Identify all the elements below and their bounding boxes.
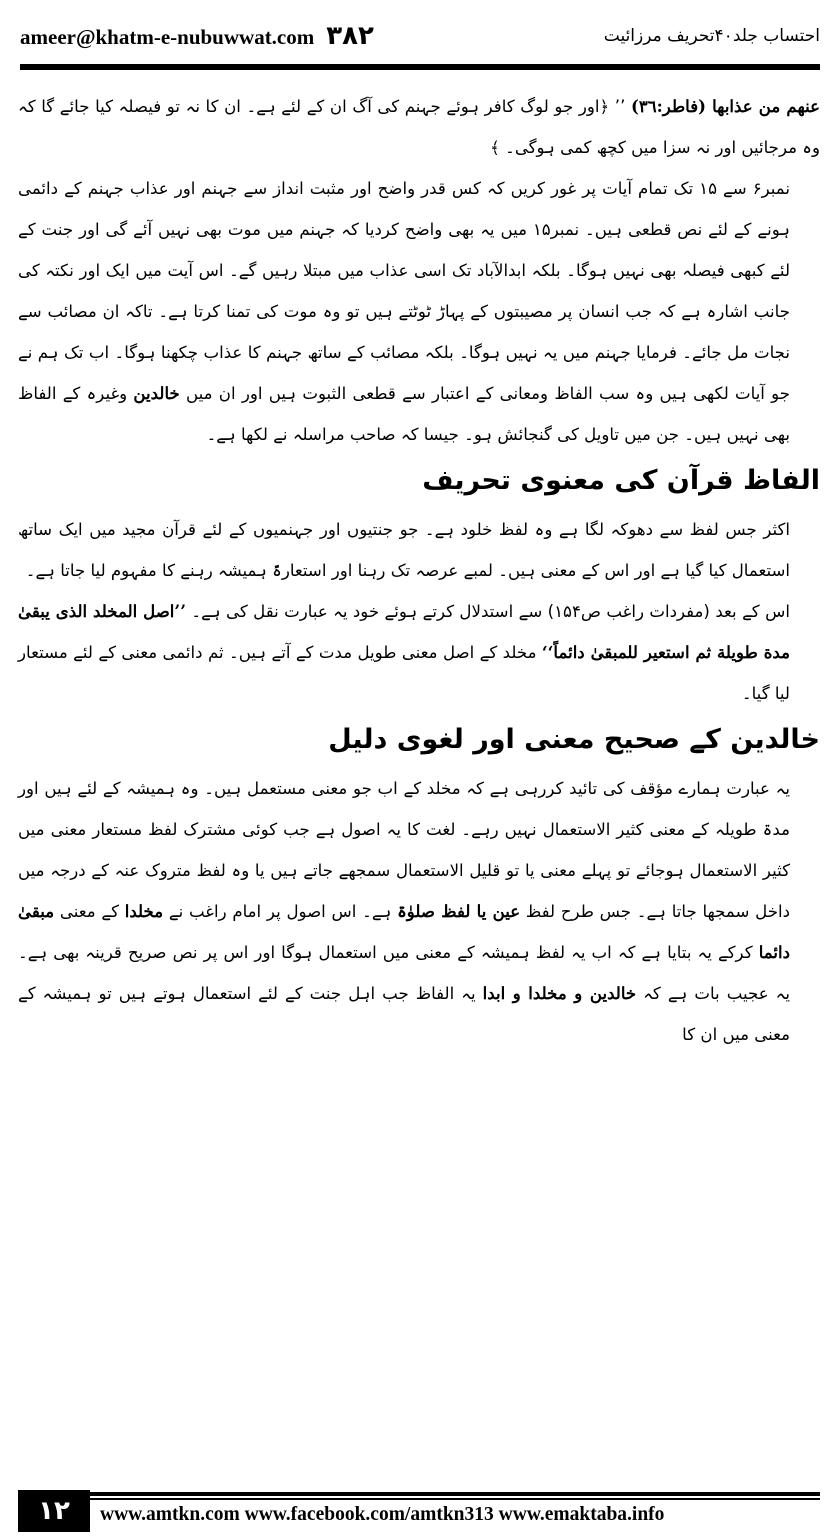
- paragraph-1: [18, 86, 820, 168]
- arabic-term: مخلدا: [124, 901, 164, 921]
- footer-page-number: ۱۲: [18, 1490, 90, 1532]
- arabic-term: خالدین: [133, 383, 180, 403]
- header-left: [20, 21, 374, 51]
- arabic-quote: ’’اصل المخلد الذی یبقیٰ مدة طویلة ثم استعیر للمبقیٰ دائماً‘‘: [18, 601, 791, 662]
- page-header: [20, 16, 820, 56]
- header-rule: [20, 64, 820, 70]
- paragraph-text: وغیرہ کے الفاظ بھی نہیں ہیں۔ جن میں تاویل کی گنجائش ہو۔ جیسا کہ صاحب مراسلہ نے لکھا ہے۔: [18, 384, 790, 444]
- page-footer: [18, 1488, 820, 1534]
- paragraph-text: نمبر۶ سے ۱۵ تک تمام آیات پر غور کریں کہ کس قدر واضح اور مثبت انداز سے جہنم اور عذاب جہنم کے دائمی ہونے کے لئے نص قطعی ہیں۔ نمبر۱۵ میں یہ بھی واضح کردیا کہ جہنم میں موت بھی نہیں آئے گی اور جنت کے لئے کبھی فیصلہ بھی نہیں ہوگا۔ بلکہ ابدالآباد تک اسی عذاب میں مبتلا رہیں گے۔ اس آیت میں ایک اور نکتہ کی جانب اشارہ ہے کہ جب انسان پر مصیبتوں کے پہاڑ ٹوٹتے ہیں تو وہ موت کی تمنا کرتا ہے۔ تاکہ ان مصائب سے نجات مل جائے۔ فرمایا جہنم میں یہ نہیں ہوگا۔ بلکہ مصائب کے ساتھ جہنم کا عذاب چکھنا ہوگا۔ اب تک ہم نے جو آیات لکھی ہیں وہ سب الفاظ ومعانی کے اعتبار سے قطعی الثبوت ہیں اور ان میں: [18, 179, 791, 403]
- section-heading-2: خالدین کے صحیح معنی اور لغوی دلیل: [328, 724, 820, 755]
- paragraph-text: ہے۔ اس اصول پر امام راغب نے: [168, 902, 392, 921]
- paragraph-5: [18, 768, 820, 1055]
- paragraph-2: [18, 168, 820, 455]
- paragraph-text: مخلد کے اصل معنی طویل مدت کے آتے ہیں۔ ثم دائمی معنی کے لئے مستعار لیا گیا۔: [18, 643, 790, 703]
- paragraph-text: کرکے یہ بتایا ہے کہ اب یہ لفظ ہمیشہ کے معنی میں استعمال ہوگا اور اس پر نص صریح قرینہ بھی ہے۔ یہ عجیب بات ہے کہ: [18, 943, 790, 1003]
- section-heading-1: الفاظ قرآن کی معنوی تحریف: [422, 465, 820, 496]
- translation-text: ’’ ﴿اور جو لوگ کافر ہوئے جہنم کی آگ ان کے لئے ہے۔ ان کا نہ تو فیصلہ کیا جائے گا کہ وہ مرجائیں اور نہ سزا میں کچھ کمی ہوگی۔ ﴾: [18, 97, 820, 157]
- paragraph-text: یہ الفاظ جب اہل جنت کے لئے استعمال ہوتے ہیں تو ہمیشہ کے معنی میں ان کا: [18, 984, 790, 1044]
- quran-citation: عنهم من عذابها (فاطر:٣٦): [630, 96, 821, 116]
- footer-links-area: [90, 1488, 820, 1534]
- page-content: [18, 86, 820, 1055]
- paragraph-text: اکثر جس لفظ سے دھوکہ لگا ہے وہ لفظ خلود ہے۔ جو جنتیوں اور جہنمیوں کے لئے قرآن مجید میں ایک ساتھ استعمال کیا گیا ہے اور اس کے معنی ہیں۔ لمبے عرصہ تک رہنا اور استعارۃً ہمیشہ رہنے کا مفہوم لیا جاتا ہے۔: [18, 520, 790, 580]
- arabic-term: مبقیٰ دائما: [18, 901, 790, 962]
- paragraph-text: کے معنی: [59, 902, 119, 921]
- footer-rule-thin: [90, 1498, 820, 1500]
- footer-rule: [90, 1492, 820, 1496]
- header-email: ameer@khatm-e-nubuwwat.com: [20, 25, 315, 49]
- arabic-term: خالدین و مخلدا و ابدا: [482, 983, 637, 1003]
- paragraph-text: اس کے بعد (مفردات راغب ص۱۵۴) سے استدلال کرتے ہوئے خود یہ عبارت نقل کی ہے۔: [191, 602, 790, 621]
- footer-links[interactable]: www.amtkn.com www.facebook.com/amtkn313 www.emaktaba.info: [100, 1504, 665, 1525]
- header-book-title: احتساب جلد۴۰تحریف مرزائیت: [603, 26, 820, 46]
- paragraph-4: [18, 591, 820, 714]
- paragraph-text: یہ عبارت ہمارے مؤقف کی تائید کررہی ہے کہ مخلد کے اب جو معنی مستعمل ہیں۔ وہ ہمیشہ کے لئے ہیں اور مدۃ طویلہ کے معنی کثیر الاستعمال نہیں رہے۔ لغت کا یہ اصول ہے جب کوئی مشترک لفظ مستعار معنی میں کثیر الاستعمال ہوجائے تو پہلے معنی یا تو قلیل الاستعمال سمجھے جاتے ہیں یا وہ لفظ متروک عنہ کے درجہ میں داخل سمجھا جاتا ہے۔ جس طرح لفظ: [18, 779, 790, 921]
- arabic-term: عین یا لفظ صلوٰۃ: [397, 901, 521, 921]
- header-page-number: ۳۸۲: [326, 21, 374, 51]
- paragraph-3: [18, 509, 820, 591]
